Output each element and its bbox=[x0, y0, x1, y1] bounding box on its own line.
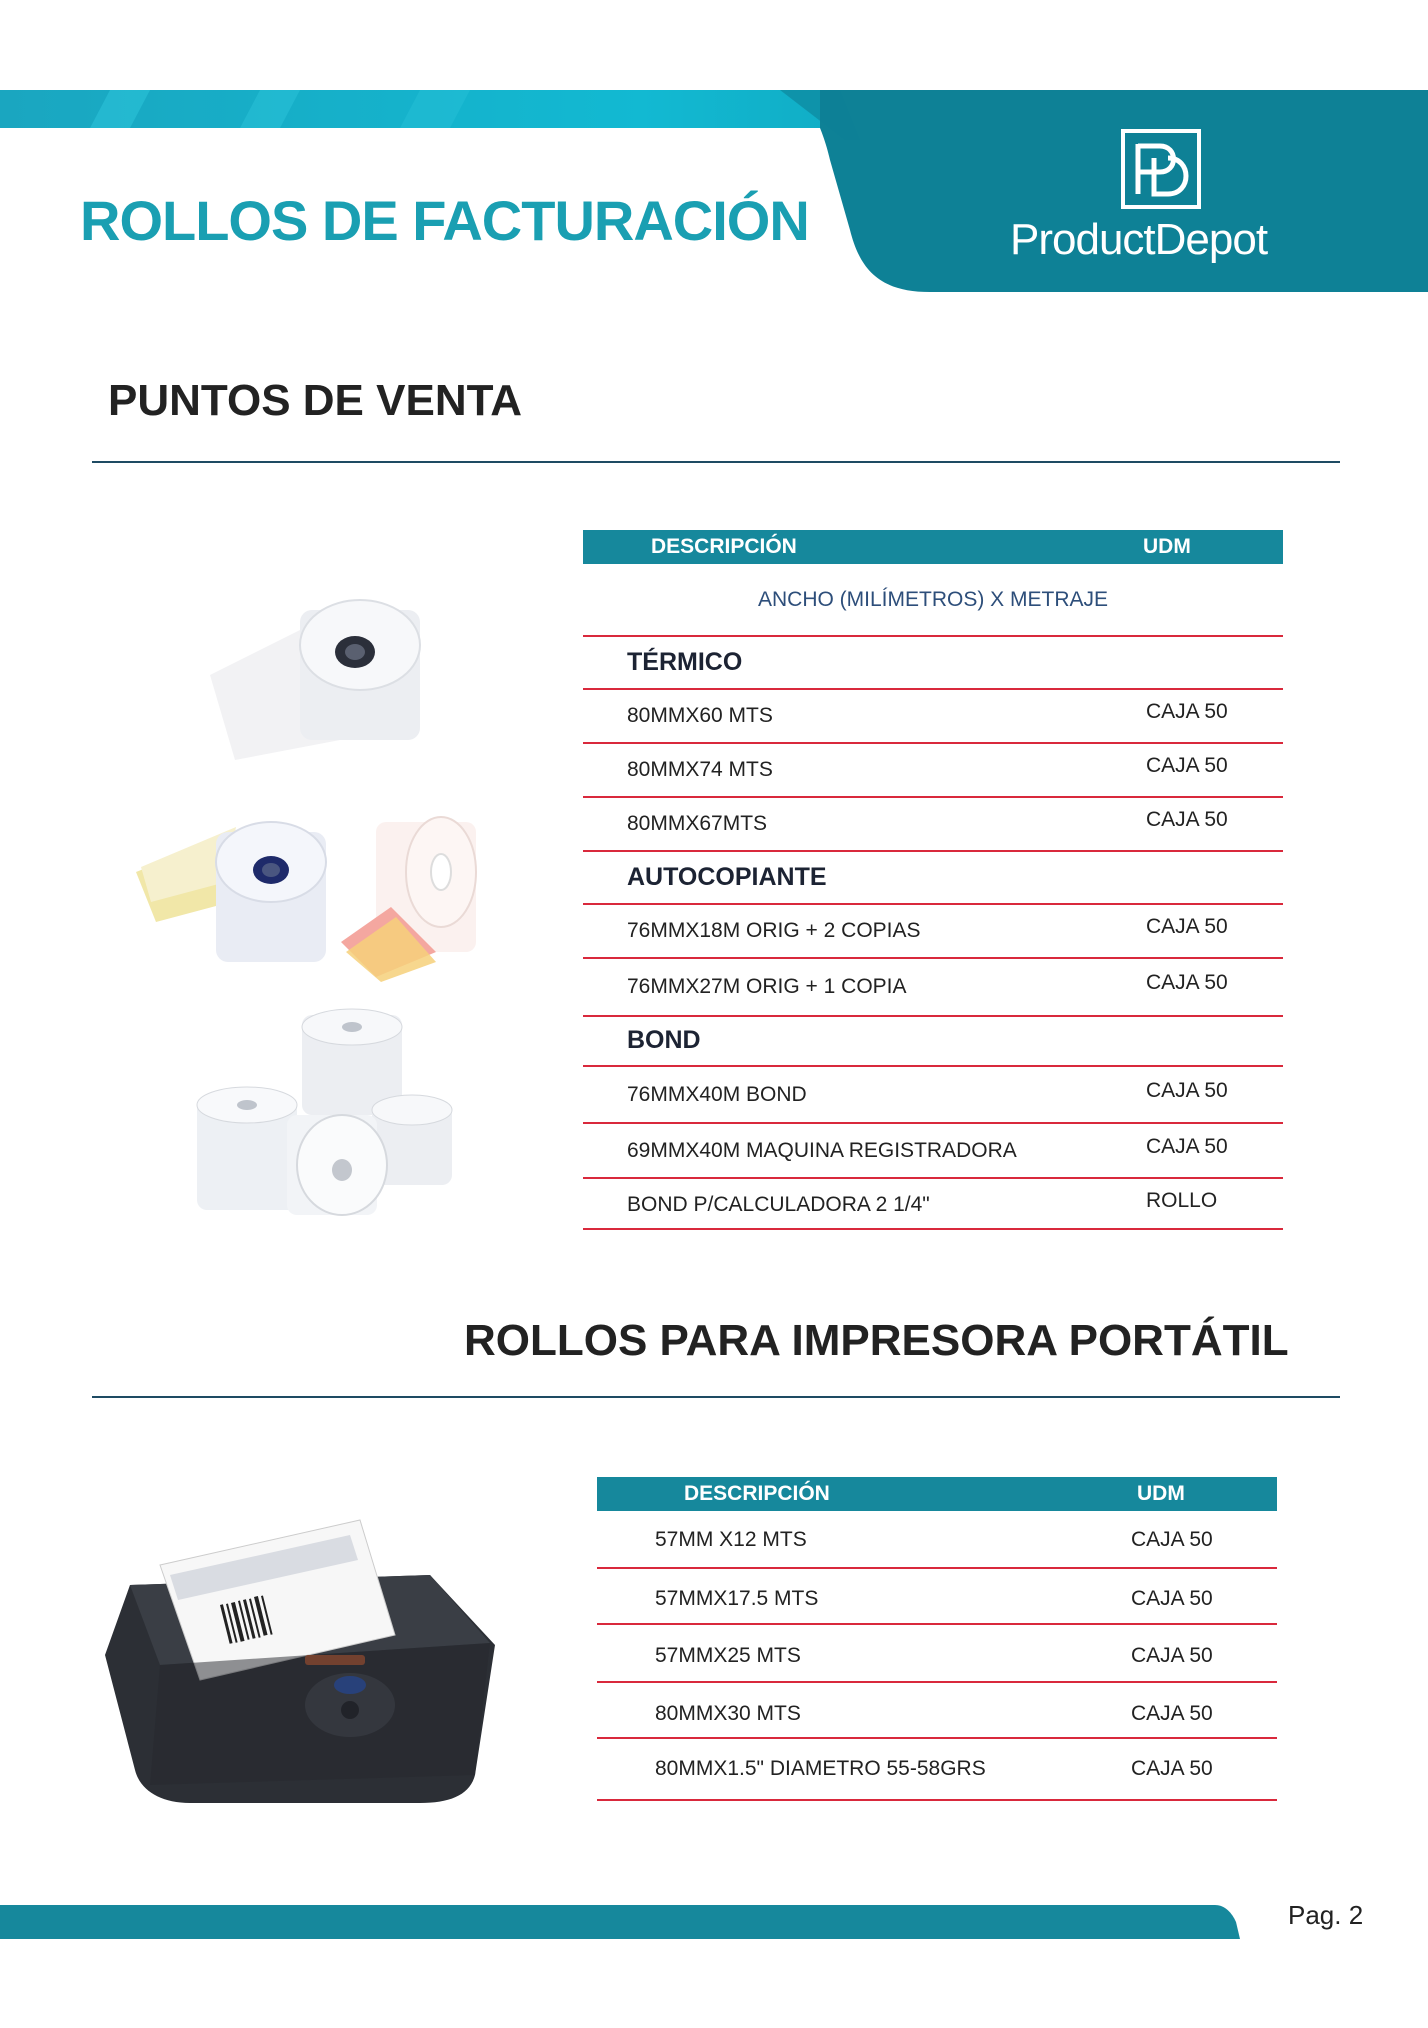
table-row bbox=[597, 1569, 1277, 1625]
portable-printer-image bbox=[100, 1505, 500, 1805]
row-udm: CAJA 50 bbox=[1146, 754, 1228, 777]
row-udm: CAJA 50 bbox=[1146, 971, 1228, 994]
row-description: 57MM X12 MTS bbox=[655, 1528, 807, 1551]
col-header-udm: UDM bbox=[1143, 535, 1191, 558]
row-udm: CAJA 50 bbox=[1131, 1644, 1213, 1667]
table-row bbox=[583, 798, 1283, 852]
row-udm: CAJA 50 bbox=[1131, 1587, 1213, 1610]
table-row bbox=[597, 1625, 1277, 1683]
table-row bbox=[597, 1511, 1277, 1569]
category-label: BOND bbox=[627, 1026, 701, 1054]
table-row bbox=[583, 744, 1283, 798]
row-description: 76MMX18M ORIG + 2 COPIAS bbox=[627, 919, 921, 942]
category-row bbox=[583, 1017, 1283, 1067]
page-number: Pag. 2 bbox=[1288, 1900, 1364, 1930]
row-description: 80MMX1.5" DIAMETRO 55-58GRS bbox=[655, 1757, 986, 1780]
table-row bbox=[583, 1067, 1283, 1124]
carbonless-rolls-image bbox=[136, 812, 506, 982]
footer-bar bbox=[0, 1905, 1240, 1939]
section-title-puntos-de-venta: PUNTOS DE VENTA bbox=[108, 376, 522, 425]
category-label: TÉRMICO bbox=[627, 648, 743, 676]
row-description: BOND P/CALCULADORA 2 1/4" bbox=[627, 1193, 930, 1216]
section-divider bbox=[92, 1396, 1340, 1398]
section-title-impresora-portatil: ROLLOS PARA IMPRESORA PORTÁTIL bbox=[464, 1316, 1289, 1365]
row-udm: CAJA 50 bbox=[1146, 915, 1228, 938]
row-description: 57MMX17.5 MTS bbox=[655, 1587, 819, 1610]
table-row bbox=[583, 959, 1283, 1017]
category-label: AUTOCOPIANTE bbox=[627, 863, 827, 891]
col-header-descripcion: DESCRIPCIÓN bbox=[684, 1482, 830, 1505]
row-description: 80MMX67MTS bbox=[627, 812, 768, 835]
row-description: 76MMX40M BOND bbox=[627, 1083, 807, 1106]
row-udm: CAJA 50 bbox=[1146, 1135, 1228, 1158]
row-udm: CAJA 50 bbox=[1131, 1528, 1213, 1551]
row-description: 80MMX30 MTS bbox=[655, 1702, 801, 1725]
productdepot-logo-icon bbox=[1120, 128, 1202, 210]
thermal-roll-image bbox=[190, 590, 450, 760]
table-row bbox=[597, 1683, 1277, 1739]
table-row bbox=[597, 1739, 1277, 1801]
row-udm: CAJA 50 bbox=[1146, 700, 1228, 723]
row-description: 69MMX40M MAQUINA REGISTRADORA bbox=[627, 1139, 1017, 1162]
table-row bbox=[583, 905, 1283, 959]
table-header bbox=[583, 530, 1283, 564]
row-udm: CAJA 50 bbox=[1131, 1757, 1213, 1780]
row-description: 76MMX27M ORIG + 1 COPIA bbox=[627, 975, 907, 998]
row-description: 80MMX60 MTS bbox=[627, 704, 773, 727]
row-description: 57MMX25 MTS bbox=[655, 1644, 801, 1667]
impresora-portatil-table bbox=[597, 1477, 1277, 1801]
row-udm: CAJA 50 bbox=[1146, 808, 1228, 831]
puntos-de-venta-table bbox=[583, 530, 1283, 1230]
row-udm: CAJA 50 bbox=[1131, 1702, 1213, 1725]
section-divider bbox=[92, 461, 1340, 463]
brand-name: ProductDepot bbox=[1010, 215, 1268, 264]
row-udm: ROLLO bbox=[1146, 1189, 1218, 1212]
bond-rolls-image bbox=[192, 1005, 462, 1220]
col-header-udm: UDM bbox=[1137, 1482, 1185, 1505]
row-udm: CAJA 50 bbox=[1146, 1079, 1228, 1102]
table-row bbox=[583, 1124, 1283, 1179]
row-description: 80MMX74 MTS bbox=[627, 758, 773, 781]
table-header bbox=[597, 1477, 1277, 1511]
category-row bbox=[583, 637, 1283, 690]
table-subheader-row bbox=[583, 564, 1283, 637]
category-row bbox=[583, 852, 1283, 905]
page-title: ROLLOS DE FACTURACIÓN bbox=[80, 189, 809, 252]
table-row bbox=[583, 1179, 1283, 1230]
table-row bbox=[583, 690, 1283, 744]
col-header-descripcion: DESCRIPCIÓN bbox=[651, 535, 797, 558]
table-subheader: ANCHO (MILÍMETROS) X METRAJE bbox=[757, 587, 1109, 611]
